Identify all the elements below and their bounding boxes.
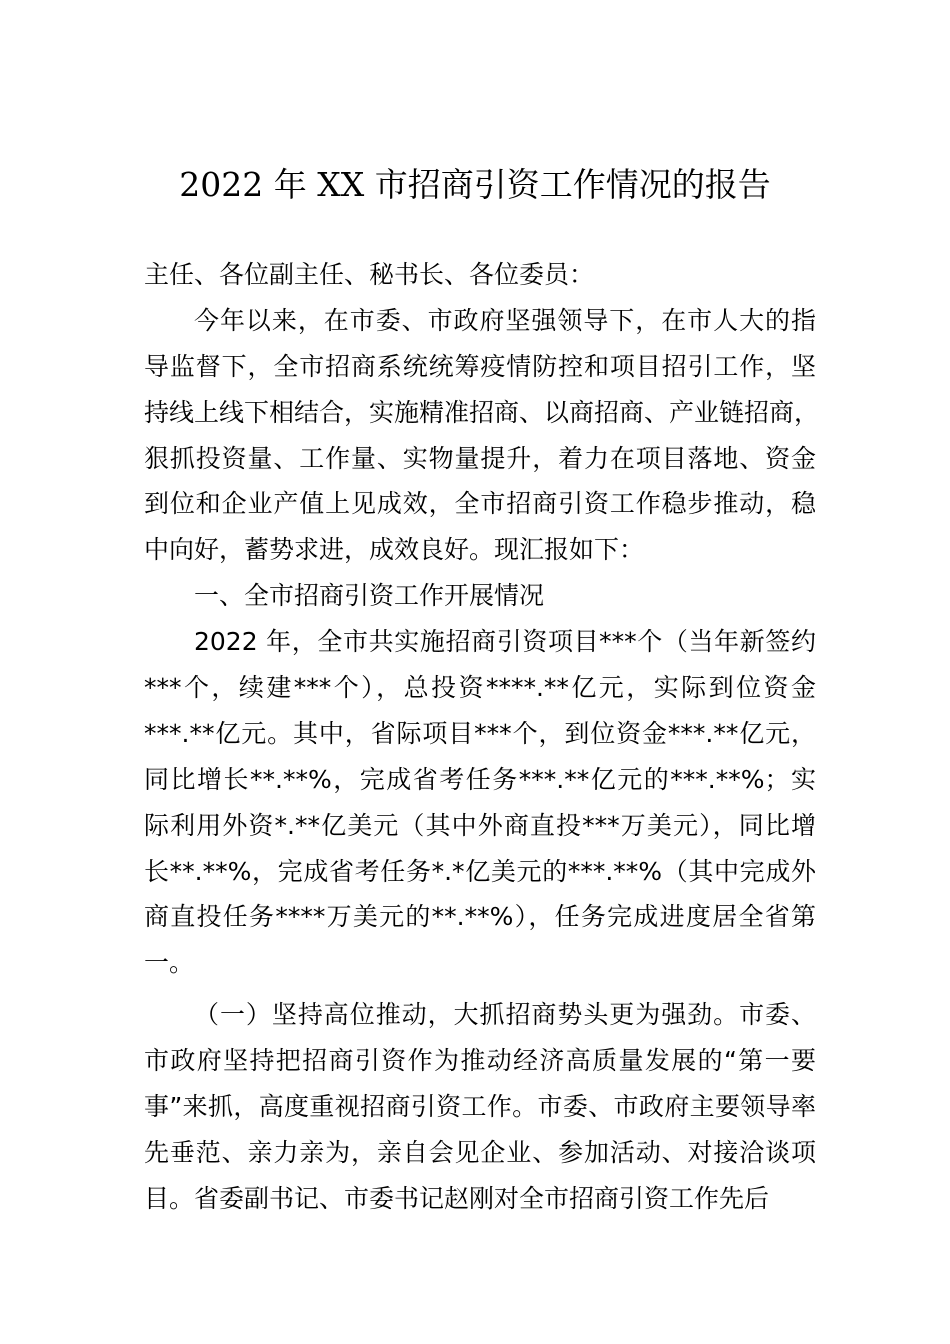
paragraph-line: 先垂范、亲力亲为，亲自会见企业、参加活动、对接洽谈项: [144, 1137, 816, 1167]
paragraph-line: 中向好，蓄势求进，成效良好。现汇报如下：: [144, 535, 645, 565]
paragraph-line: ***.**亿元。其中，省际项目***个，到位资金***.**亿元，: [144, 718, 816, 748]
document-title: 2022 年 XX 市招商引资工作情况的报告: [179, 165, 771, 204]
paragraph-line: 一。: [144, 948, 195, 978]
paragraph-line: 商直投任务****万美元的**.**%），任务完成进度居全省第: [144, 902, 816, 932]
paragraph-line: （一）坚持高位推动，大抓招商势头更为强劲。市委、: [194, 1000, 816, 1030]
paragraph-line: 同比增长**.**%，完成省考任务***.**亿元的***.**%；实: [144, 764, 816, 794]
paragraph-line: 今年以来，在市委、市政府坚强领导下，在市人大的指: [194, 305, 816, 335]
paragraph-line: 目。省委副书记、市委书记赵刚对全市招商引资工作先后: [144, 1183, 770, 1213]
paragraph-line: 市政府坚持把招商引资作为推动经济高质量发展的“第一要: [144, 1046, 816, 1076]
paragraph-line: 长**.**%，完成省考任务*.*亿美元的***.**%（其中完成外: [144, 856, 816, 886]
paragraph-line: 际利用外资*.**亿美元（其中外商直投***万美元），同比增: [144, 810, 816, 840]
paragraph-line: 持线上线下相结合，实施精准招商、以商招商、产业链招商，: [144, 397, 820, 427]
section-heading: 一、全市招商引资工作开展情况: [194, 581, 545, 611]
paragraph-line: 2022 年，全市共实施招商引资项目***个（当年新签约: [194, 627, 816, 657]
salutation: 主任、各位副主任、秘书长、各位委员：: [144, 260, 595, 289]
paragraph-line: 导监督下，全市招商系统统筹疫情防控和项目招引工作，坚: [144, 351, 816, 381]
paragraph-line: 到位和企业产值上见成效，全市招商引资工作稳步推动，稳: [144, 489, 816, 519]
paragraph-line: 事”来抓，高度重视招商引资工作。市委、市政府主要领导率: [144, 1092, 816, 1122]
paragraph-line: ***个，续建***个），总投资****.**亿元，实际到位资金: [144, 673, 816, 703]
paragraph-line: 狠抓投资量、工作量、实物量提升，着力在项目落地、资金: [144, 443, 816, 473]
document-body: [144, 252, 820, 1222]
